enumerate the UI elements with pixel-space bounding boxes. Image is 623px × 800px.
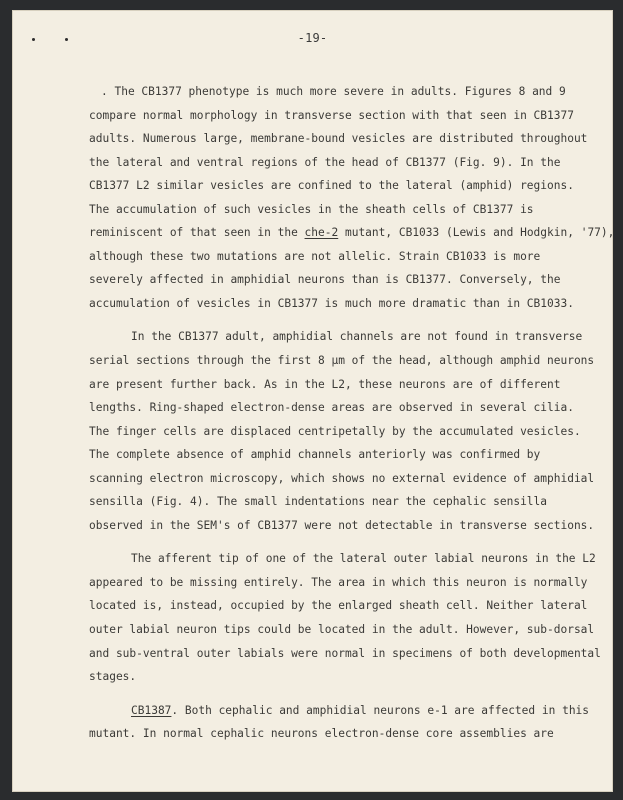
paragraph-1 bbox=[89, 80, 615, 315]
text-line: . The CB1377 phenotype is much more severe in adults. Figures 8 and 9 bbox=[101, 85, 566, 98]
text-line: outer labial neuron tips could be located in the adult. However, sub-dorsal bbox=[89, 623, 595, 637]
text-line: are present further back. As in the L2, these neurons are of different bbox=[89, 377, 561, 391]
text-line: accumulation of vesicles in CB1377 is much more dramatic than in CB1033. bbox=[89, 296, 574, 310]
text-line: the lateral and ventral regions of the head of CB1377 (Fig. 9). In the bbox=[89, 155, 561, 169]
text-line: located is, instead, occupied by the enlarged sheath cell. Neither lateral bbox=[89, 599, 588, 613]
page-number: -19- bbox=[297, 31, 328, 45]
text-line: adults. Numerous large, membrane-bound vesicles are distributed throughout bbox=[89, 132, 588, 146]
text-line: mutant. In normal cephalic neurons electron-dense core assemblies are bbox=[89, 727, 554, 741]
text-line: The accumulation of such vesicles in the sheath cells of CB1377 is bbox=[89, 202, 534, 216]
text-line: sensilla (Fig. 4). The small indentations near the cephalic sensilla bbox=[89, 495, 548, 509]
underlined-strain-cb1387: CB1387 bbox=[131, 703, 172, 717]
text-line: The afferent tip of one of the lateral outer labial neurons in the L2 bbox=[131, 552, 596, 566]
text-line: CB1377 L2 similar vesicles are confined to the lateral (amphid) regions. bbox=[89, 179, 574, 193]
text-line: serial sections through the first 8 μm of the head, although amphid neurons bbox=[89, 354, 595, 368]
text-line: compare normal morphology in transverse section with that seen in CB1377 bbox=[89, 108, 574, 122]
paragraph-3 bbox=[89, 547, 609, 688]
paragraph-2 bbox=[89, 325, 609, 537]
text-line: The finger cells are displaced centripetally by the accumulated vesicles. bbox=[89, 424, 581, 438]
text-line: observed in the SEM's of CB1377 were not detectable in transverse sections. bbox=[89, 518, 595, 532]
text-line: although these two mutations are not allelic. Strain CB1033 is more bbox=[89, 249, 541, 263]
text-line: appeared to be missing entirely. The area in which this neuron is normally bbox=[89, 575, 588, 589]
text-line: In the CB1377 adult, amphidial channels are not found in transverse bbox=[131, 330, 583, 344]
paragraph-4 bbox=[89, 699, 609, 746]
text-line: and sub-ventral outer labials were normal in specimens of both developmental bbox=[89, 646, 601, 660]
text-line-cb1387: CB1387. Both cephalic and amphidial neurons e-1 are affected in this bbox=[131, 703, 590, 717]
text-line: The complete absence of amphid channels anteriorly was confirmed by bbox=[89, 448, 541, 462]
text-line: severely affected in amphidial neurons than is CB1377. Conversely, the bbox=[89, 273, 561, 287]
body-text bbox=[89, 80, 615, 746]
text-line-che-2: reminiscent of that seen in the che-2 mutant, CB1033 (Lewis and Hodgkin, '77), bbox=[89, 226, 615, 240]
text-line: lengths. Ring-shaped electron-dense areas are observed in several cilia. bbox=[89, 401, 574, 415]
text-line: stages. bbox=[89, 670, 137, 684]
document-page bbox=[12, 10, 613, 792]
text-line: scanning electron microscopy, which shows no external evidence of amphidial bbox=[89, 471, 595, 485]
underlined-gene-che-2: che-2 bbox=[304, 226, 339, 240]
